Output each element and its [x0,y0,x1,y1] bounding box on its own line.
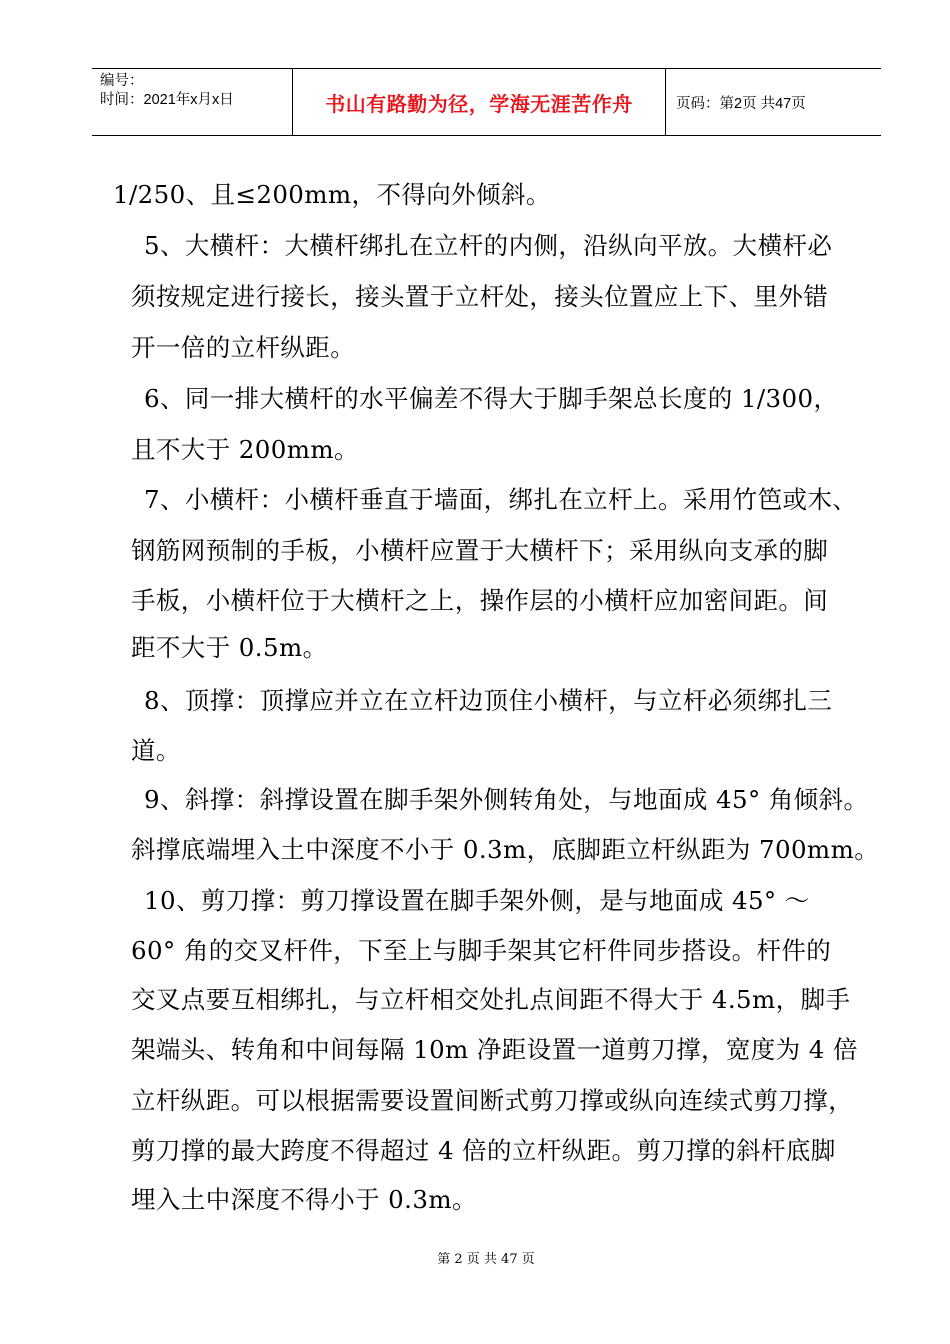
body-line: 道。 [131,736,181,765]
body-line: 1/250、且≤200mm，不得向外倾斜。 [113,180,551,209]
body-line: 钢筋网预制的手板，小横杆应置于大横杆下；采用纵向支承的脚 [131,536,829,565]
body-line: 埋入土中深度不得小于 0.3m。 [131,1185,477,1214]
document-number-label: 编号： [100,73,144,89]
body-line: 立杆纵距。可以根据需要设置间断式剪刀撑或纵向连续式剪刀撑， [131,1086,854,1115]
body-line: 6、同一排大横杆的水平偏差不得大于脚手架总长度的 1/300， [144,384,839,413]
header-left-cell [92,69,293,135]
page-header [92,68,881,136]
document-date-label: 时间：2021年x月x日 [100,92,234,108]
body-line: 60° 角的交叉杆件，下至上与脚手架其它杆件同步搭设。杆件的 [131,936,832,965]
body-line: 须按规定进行接长，接头置于立杆处，接头位置应上下、里外错 [131,282,829,311]
body-line: 8、顶撑：顶撑应并立在立杆边顶住小横杆，与立杆必须绑扎三 [144,686,833,715]
header-right-cell [666,69,881,135]
page-footer [0,1248,950,1267]
body-line: 且不大于 200mm。 [131,435,359,464]
body-line: 斜撑底端埋入土中深度不小于 0.3m，底脚距立杆纵距为 700mm。 [131,835,880,864]
body-line: 手板，小横杆位于大横杆之上，操作层的小横杆应加密间距。间 [131,586,829,615]
body-line: 10、剪刀撑：剪刀撑设置在脚手架外侧，是与地面成 45° ～ [144,886,810,915]
body-line: 5、大横杆：大横杆绑扎在立杆的内侧，沿纵向平放。大横杆必 [144,231,833,260]
header-motto: 书山有路勤为径，学海无涯苦作舟 [325,91,633,116]
body-line: 交叉点要互相绑扎，与立杆相交处扎点间距不得大于 4.5m，脚手 [131,985,851,1014]
body-line: 距不大于 0.5m。 [131,633,328,662]
header-page-label: 页码：第2页 共47页 [676,95,806,112]
footer-page-number: 第 2 页 共 47 页 [437,1252,535,1267]
body-line: 架端头、转角和中间每隔 10m 净距设置一道剪刀撑，宽度为 4 倍 [131,1035,858,1064]
body-line: 9、斜撑：斜撑设置在脚手架外侧转角处，与地面成 45° 角倾斜。 [144,785,869,814]
body-line: 开一倍的立杆纵距。 [131,333,356,362]
body-line: 剪刀撑的最大跨度不得超过 4 倍的立杆纵距。剪刀撑的斜杆底脚 [131,1136,836,1165]
body-line: 7、小横杆：小横杆垂直于墙面，绑扎在立杆上。采用竹笆或木、 [144,485,858,514]
header-center-cell [293,69,666,135]
